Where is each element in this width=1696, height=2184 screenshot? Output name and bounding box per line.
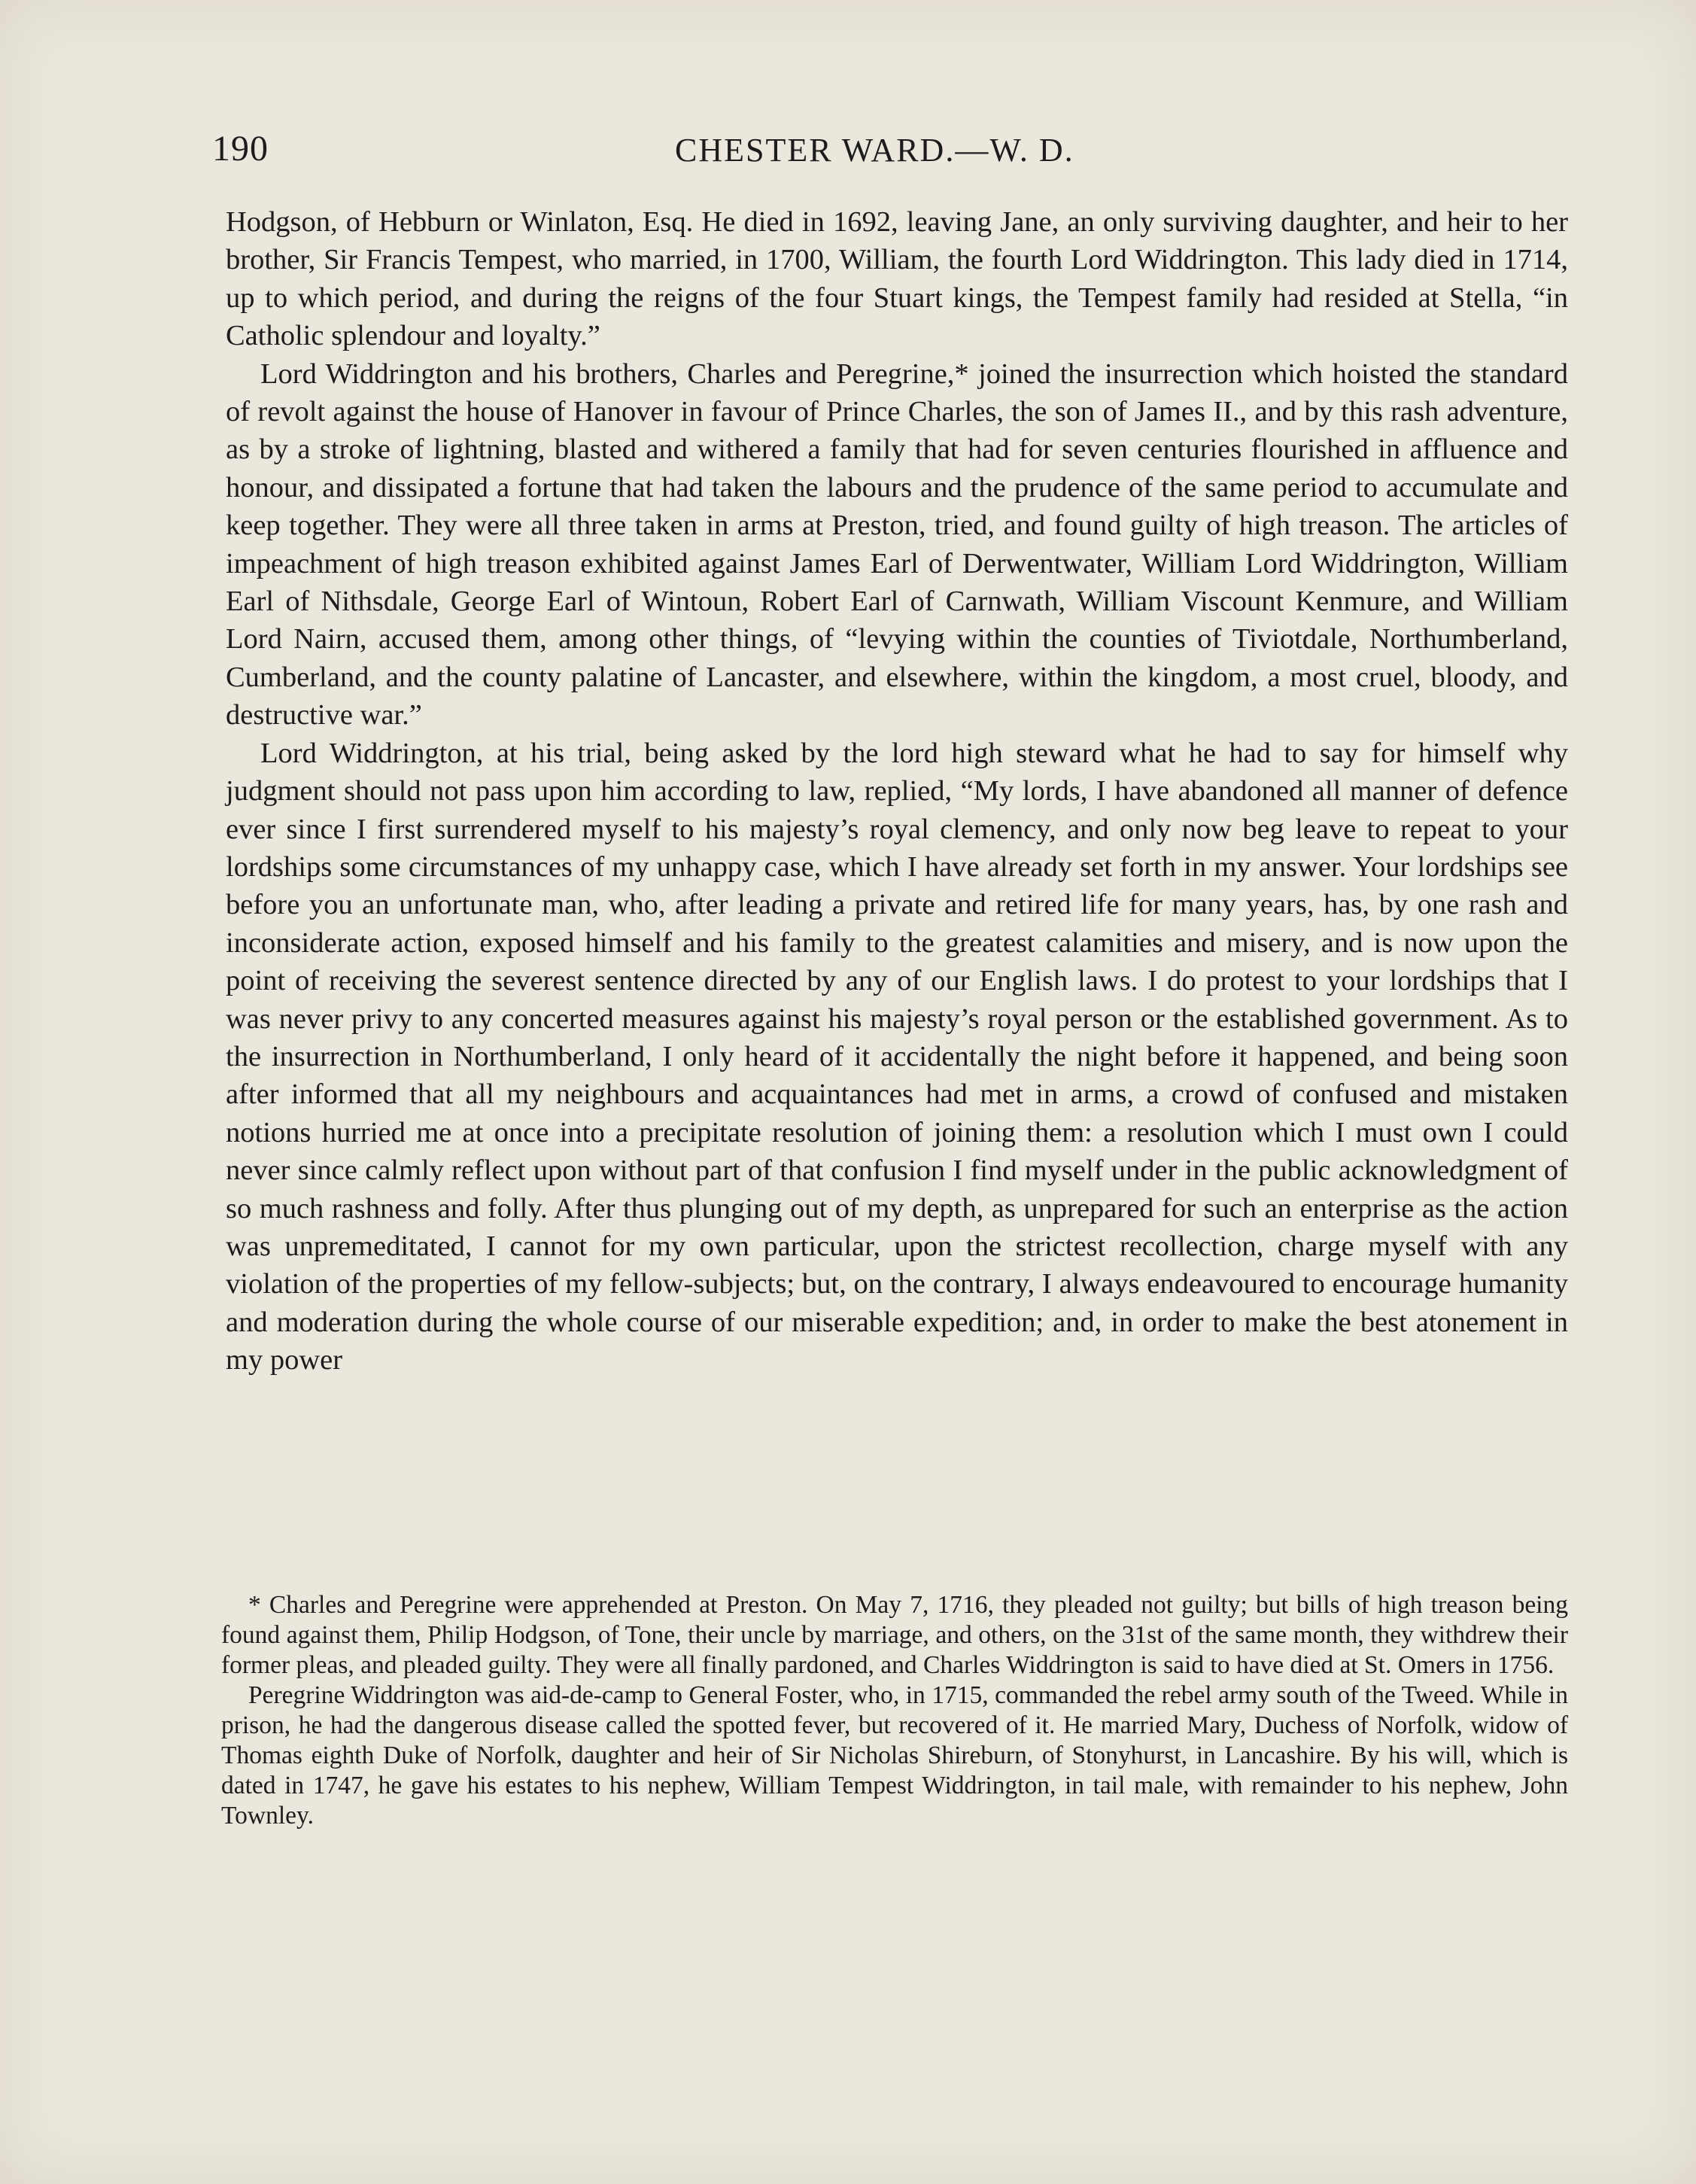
paragraph: Hodgson, of Hebburn or Winlaton, Esq. He died in 1692, leaving Jane, an only surviving daughter, and heir to her brother, Sir Francis Tempest, who married, in 1700, William, the fourth Lord Widdrington. This lady died in 1714, up to which period, and during the reigns of the four Stuart kings, the Tempest family had resided at Stella, “in Catholic splendour and loyalty.” [226, 206, 1568, 352]
footnotes [221, 1590, 1568, 1831]
footnote: * Charles and Peregrine were apprehended at Preston. On May 7, 1716, they pleaded not guilty; but bills of high treason being found against them, Philip Hodgson, of Tone, their uncle by marriage, and others, on the 31st of the same month, they withdrew their former pleas, and pleaded guilty. They were all finally pardoned, and Charles Widdrington is said to have died at St. Omers in 1756. [221, 1591, 1568, 1679]
running-title: CHESTER WARD.—W. D. [675, 132, 1074, 169]
paragraph: Lord Widdrington, at his trial, being asked by the lord high steward what he had to say for himself why judgment should not pass upon him according to law, replied, “My lords, I have abandoned all manner of defence ever since I first surrendered myself to his majesty’s royal clemency, and only now beg leave to repeat to your lordships some circumstances of my unhappy case, which I have already set forth in my answer. Your lordships see before you an unfortunate man, who, after leading a private and retired life for many years, has, by one rash and inconsiderate action, exposed himself and his family to the greatest calamities and misery, and is now upon the point of receiving the severest sentence directed by any of our English laws. I do protest to your lordships that I was never privy to any concerted measures against his majesty’s royal person or the established government. As to the insurrection in Northumberland, I only heard of it accidentally the night before it happened, and being soon after informed that all my neighbours and acquaintances had met in arms, a crowd of confused and mistaken notions hurried me at once into a precipitate resolution of joining them: a resolution which I must own I could never since calmly reflect upon without part of that confusion I find myself under in the public acknowledgment of so much rashness and folly. After thus plunging out of my depth, as unprepared for such an enterprise as the action was unpremeditated, I cannot for my own particular, upon the strictest recollection, charge myself with any violation of the properties of my fellow-subjects; but, on the contrary, I always endeavoured to encourage humanity and moderation during the whole course of our miserable expedition; and, in order to make the best atonement in my power [226, 737, 1568, 1376]
main-text [226, 203, 1568, 1379]
paragraph: Lord Widdrington and his brothers, Charles and Peregrine,* joined the insurrection which hoisted the standard of revolt against the house of Hanover in favour of Prince Charles, the son of James II., and by this rash adventure, as by a stroke of lightning, blasted and withered a family that had for seven centuries flourished in affluence and honour, and dissipated a fortune that had taken the labours and the prudence of the same period to accumulate and keep together. They were all three taken in arms at Preston, tried, and found guilty of high treason. The articles of impeachment of high treason exhibited against James Earl of Derwentwater, William Lord Widdrington, William Earl of Nithsdale, George Earl of Wintoun, Robert Earl of Carnwath, William Viscount Kenmure, and William Lord Nairn, accused them, among other things, of “levying within the counties of Tiviotdale, Northumberland, Cumberland, and the county palatine of Lancaster, and elsewhere, within the kingdom, a most cruel, bloody, and destructive war.” [226, 357, 1568, 732]
page-number: 190 [212, 129, 269, 169]
footnote: Peregrine Widdrington was aid-de-camp to General Foster, who, in 1715, commanded the rebel army south of the Tweed. While in prison, he had the dangerous disease called the spotted fever, but recovered of it. He married Mary, Duchess of Norfolk, widow of Thomas eighth Duke of Norfolk, daughter and heir of Sir Nicholas Shireburn, of Stonyhurst, in Lancashire. By his will, which is dated in 1747, he gave his estates to his nephew, William Tempest Widdrington, in tail male, with remainder to his nephew, John Townley. [221, 1681, 1568, 1830]
page-header [212, 128, 1567, 181]
